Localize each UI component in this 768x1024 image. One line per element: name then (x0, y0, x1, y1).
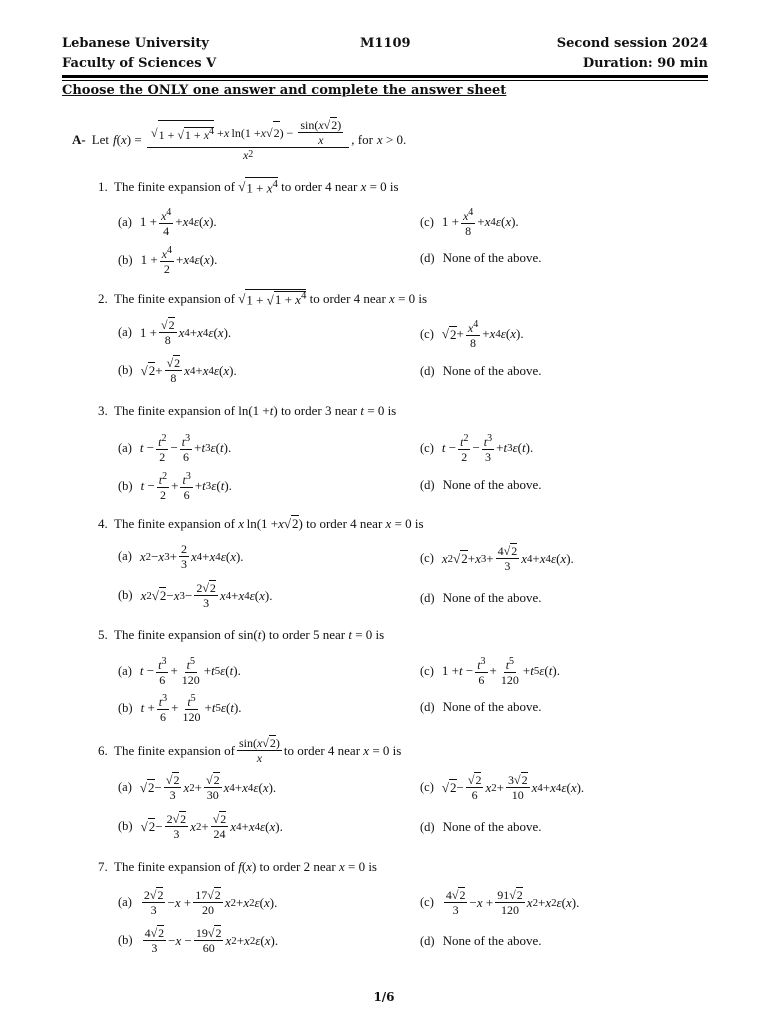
q7-option-c[interactable]: (c) $\frac{4√2}{3}$ − x + $\frac{91√2}{120}$ x 2 + x 2 ε ( x ). (420, 888, 580, 917)
section-a-definition: A- Let f ( x ) = √ $1 + √1 + x^4$ + x ln(1 + x √ 2 ) − $\frac{\sin(x√2)}{x}$ x 2 , for x > 0. (72, 118, 407, 162)
q6-option-d[interactable]: (d) None of the above. (420, 819, 542, 834)
q7-option-d[interactable]: (d) None of the above. (420, 933, 542, 948)
instruction-text: Choose the ONLY one answer and complete the answer sheet (62, 83, 507, 98)
q1-option-c[interactable]: (c) 1 + $\frac{x^4}{8}$ + x 4 ε ( x ). (420, 207, 519, 238)
q5-option-b[interactable]: (b) t + $\frac{t^3}{6}$ + $\frac{t^5}{120}$ + t 5 ε ( t ). (118, 693, 242, 724)
q2-option-c[interactable]: (c) √ 2 + $\frac{x^4}{8}$ + x 4 ε ( x ). (420, 319, 524, 350)
q7-option-a[interactable]: (a) $\frac{2√2}{3}$ − x + $\frac{17√2}{20}$ x 2 + x 2 ε ( x ). (118, 888, 278, 917)
page-number: 1/6 (373, 990, 395, 1004)
section-label: A- (72, 132, 86, 147)
q3-option-b[interactable]: (b) t − $\frac{t^2}{2}$ + $\frac{t^3}{6}$ + t 3 ε ( t ). (118, 471, 232, 502)
question-4: 4. The finite expansion of x ln(1 + x √ 2 ) to order 4 near x = 0 is (98, 515, 424, 531)
q1-option-b[interactable]: (b) 1 + $\frac{x^4}{2}$ + x 4 ε ( x ). (118, 245, 218, 276)
q5-option-d[interactable]: (d) None of the above. (420, 699, 542, 714)
question-6: 6. The finite expansion of $\frac{\sin(x√2)}{x}$ to order 4 near x = 0 is (98, 736, 402, 765)
q4-option-d[interactable]: (d) None of the above. (420, 590, 542, 605)
q5-option-a[interactable]: (a) t − $\frac{t^3}{6}$ + $\frac{t^5}{120}$ + t 5 ε ( t ). (118, 656, 241, 687)
question-7: 7. The finite expansion of f ( x ) to order 2 near x = 0 is (98, 859, 377, 874)
university-name: Lebanese University (62, 36, 209, 51)
header-rule-thick (62, 75, 708, 78)
q4-option-c[interactable]: (c) x 2 √ 2 + x 3 + $\frac{4√2}{3}$ x 4 + x 4 ε ( x ). (420, 544, 574, 573)
q6-option-a[interactable]: (a) √ 2 − $\frac{√2}{3}$ x 2 + $\frac{√2}{30}$ x 4 + x 4 ε ( x ). (118, 773, 277, 802)
q1-option-a[interactable]: (a) 1 + $\frac{x^4}{4}$ + x 4 ε ( x ). (118, 207, 217, 238)
session-label: Second session 2024 (556, 36, 708, 51)
q4-option-b[interactable]: (b) x 2 √ 2 − x 3 − $\frac{2√2}{3}$ x 4 + x 4 ε ( x ). (118, 581, 273, 610)
question-5: 5. The finite expansion of sin( t ) to order 5 near t = 0 is (98, 627, 385, 642)
q3-option-d[interactable]: (d) None of the above. (420, 477, 542, 492)
question-3: 3. The finite expansion of ln(1 + t ) to order 3 near t = 0 is (98, 403, 397, 418)
q6-option-c[interactable]: (c) √ 2 − $\frac{√2}{6}$ x 2 + $\frac{3√2}{10}$ x 4 + x 4 ε ( x ). (420, 773, 585, 802)
course-code: M1109 (360, 36, 411, 51)
exam-duration: Duration: 90 min (582, 56, 708, 71)
q3-option-c[interactable]: (c) t − $\frac{t^2}{2}$ − $\frac{t^3}{3}$ + t 3 ε ( t ). (420, 433, 534, 464)
q2-option-a[interactable]: (a) 1 + $\frac{√2}{8}$ x 4 + x 4 ε ( x ). (118, 318, 232, 347)
question-1: 1. The finite expansion of √ $1 + x^4$ to order 4 near x = 0 is (98, 178, 399, 196)
q3-option-a[interactable]: (a) t − $\frac{t^2}{2}$ − $\frac{t^3}{6}$ + t 3 ε ( t ). (118, 433, 232, 464)
q7-option-b[interactable]: (b) $\frac{4√2}{3}$ − x − $\frac{19√2}{60}$ x 2 + x 2 ε ( x ). (118, 926, 279, 955)
q4-option-a[interactable]: (a) x 2 − x 3 + $\frac{2}{3}$ x 4 + x 4 ε ( x ). (118, 542, 244, 571)
header-rule-thin (62, 80, 708, 81)
q2-option-b[interactable]: (b) √ 2 + $\frac{√2}{8}$ x 4 + x 4 ε ( x ). (118, 356, 237, 385)
q2-option-d[interactable]: (d) None of the above. (420, 363, 542, 378)
faculty-name: Faculty of Sciences V (62, 56, 217, 71)
q6-option-b[interactable]: (b) √ 2 − $\frac{2√2}{3}$ x 2 + $\frac{√2}{24}$ x 4 + x 4 ε ( x ). (118, 812, 283, 841)
q5-option-c[interactable]: (c) 1 + t − $\frac{t^3}{6}$ + $\frac{t^5}{120}$ + t 5 ε ( t ). (420, 656, 560, 687)
question-2: 2. The finite expansion of √ $1 + √1 + x^4$ to order 4 near x = 0 is (98, 290, 428, 308)
q1-option-d[interactable]: (d) None of the above. (420, 250, 542, 265)
